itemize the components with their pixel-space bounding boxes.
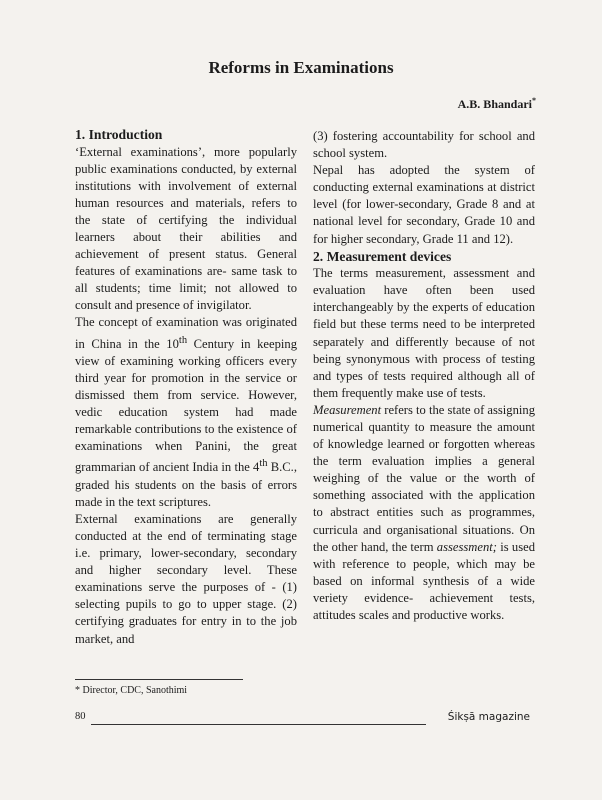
right-paragraph-2: Nepal has adopted the system of conducting external examinations at district level (for lower-secondary, Grade 8 and at national level for secondary, Grade 10 and for higher secondary, Grade 11 and 12). (313, 163, 535, 246)
section-heading-introduction: 1. Introduction (75, 127, 163, 142)
footer-rule (91, 724, 426, 725)
section-heading-measurement: 2. Measurement devices (313, 248, 452, 264)
author-footnote-mark: * (532, 96, 536, 105)
measurement-paragraph-1: The terms measurement, assessment and evaluation have often been used interchangeably by the experts of education field but these terms need to be interpreted separately and differently because of not being synonymous with process of testing and types of tests required although all of them frequently make use of tests. (313, 266, 535, 400)
measurement-paragraph-2-body: refers to the state of assigning numerical quantity to measure the amount of knowledge learned or forgotten whereas the term evaluation implies a general weighing of the value or the worth of something associated with the application to abstract entities such as programmes, curricula and organisational situations. On the other hand, the term (313, 402, 535, 554)
author-line (458, 96, 536, 112)
measurement-paragraph-2-end: is used with reference to people, which may be based on informal synthesis of a wide veriety evidence- achievement tests, attitudes scales and productive works. (313, 539, 536, 623)
term-assessment: assessment; (436, 539, 497, 554)
left-column (75, 126, 297, 648)
measurement-paragraph-2 (313, 402, 535, 624)
intro-paragraph-2-part-c: B.C., graded his students on the basis of errors made in the text scriptures. (75, 460, 297, 509)
article-title: Reforms in Examinations (208, 58, 394, 77)
intro-paragraph-1: ‘External examinations’, more popularly public examinations conducted, by external institutions with involvement of external human resources and materials, refers to the state of certifying the individual learners about their abilities and achievement of present status. General features of examinations are- same task to all students; time limit; not allowed to consult and presence of invigilator. (75, 144, 297, 313)
superscript-th-1: th (178, 334, 188, 346)
right-paragraph-1: (3) fostering accountability for school and school system. (313, 129, 535, 161)
term-measurement: Measurement (313, 402, 382, 417)
footnote-rule (75, 679, 243, 680)
intro-paragraph-3: External examinations are generally conducted at the end of terminating stage i.e. primary, lower-secondary, secondary and higher secondary level. These examinations serve the purposes of - (1) selecting pupils to go to upper stage. (2) certifying graduates for entry in to the job market, and (75, 511, 297, 646)
right-column (313, 128, 535, 624)
page-number: 80 (75, 711, 86, 722)
superscript-th-2: th (259, 458, 268, 470)
page-footer (75, 711, 530, 727)
author-name: A.B. Bhandari (457, 97, 532, 111)
magazine-name: Śikṣā magazine (447, 711, 530, 723)
footnote: * Director, CDC, Sanothimi (75, 685, 188, 696)
intro-paragraph-2-part-a: The concept of examination was originated in China in the 10 (75, 315, 297, 351)
intro-paragraph-2-part-b: Century in keeping view of examining working officers every third year for promotion in the service or dismissed them from service. However, vedic education system had made remarkable contributions to the existence of examinations when Panini, the great grammarian of ancient India in the 4 (75, 336, 297, 475)
intro-paragraph-2 (75, 314, 297, 510)
